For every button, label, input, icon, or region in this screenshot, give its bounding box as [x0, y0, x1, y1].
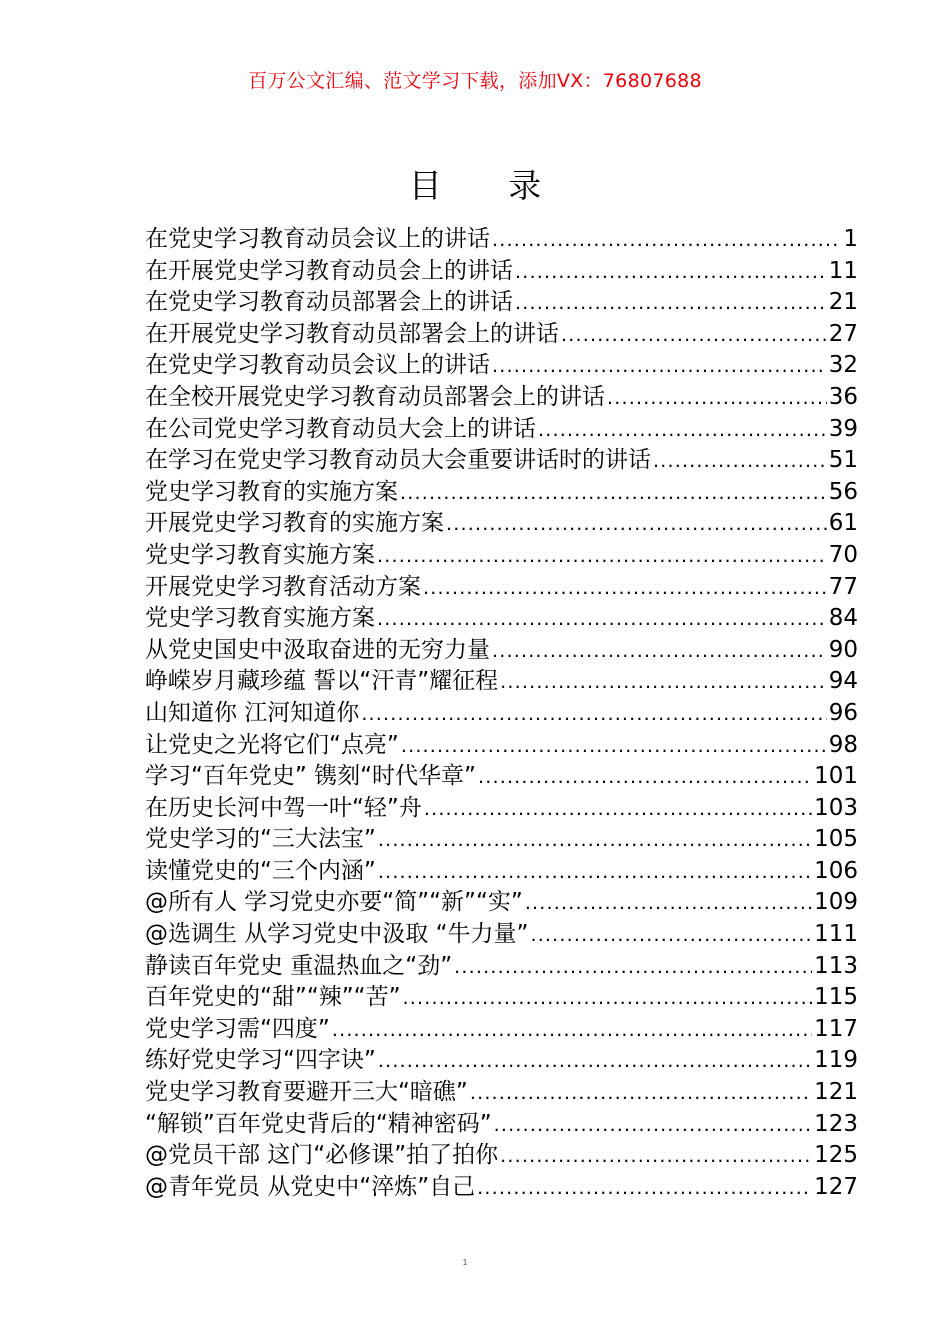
toc-entry[interactable]: [145, 477, 858, 509]
toc-dot-leader: [361, 699, 826, 730]
toc-dot-leader: [492, 636, 827, 667]
toc-dot-leader: [424, 794, 812, 825]
toc-entry-page-number: 32: [828, 352, 858, 379]
toc-title: 目 录: [408, 166, 570, 205]
toc-entry-page-number: 123: [814, 1110, 858, 1137]
toc-entry-title: 练好党史学习“四字诀”: [145, 1047, 376, 1074]
toc-entry-title: 在党史学习教育动员部署会上的讲话: [145, 289, 513, 316]
toc-entry[interactable]: [145, 572, 858, 604]
table-of-contents: [145, 224, 858, 1203]
toc-entry-title: 百年党史的“甜”“辣”“苦”: [145, 984, 401, 1011]
toc-entry[interactable]: [145, 256, 858, 288]
toc-entry-page-number: 77: [828, 573, 858, 600]
toc-dot-leader: [401, 731, 827, 762]
toc-dot-leader: [653, 446, 827, 477]
toc-entry[interactable]: [145, 666, 858, 698]
toc-entry-page-number: 105: [814, 826, 858, 853]
toc-dot-leader: [478, 762, 812, 793]
toc-dot-leader: [470, 1078, 812, 1109]
toc-entry[interactable]: [145, 540, 858, 572]
toc-entry-title: “解锁”百年党史背后的“精神密码”: [145, 1110, 492, 1137]
toc-entry[interactable]: [145, 730, 858, 762]
toc-entry-title: 峥嵘岁月藏珍蕴 誓以“汗青”耀征程: [145, 668, 499, 695]
toc-entry-title: 让党史之光将它们“点亮”: [145, 731, 399, 758]
toc-entry-title: 在公司党史学习教育动员大会上的讲话: [145, 415, 536, 442]
toc-entry[interactable]: [145, 856, 858, 888]
toc-dot-leader: [403, 983, 813, 1014]
toc-entry-title: 在历史长河中驾一叶“轻”舟: [145, 794, 422, 821]
toc-entry[interactable]: [145, 698, 858, 730]
toc-entry-page-number: 39: [828, 415, 858, 442]
toc-dot-leader: [500, 667, 827, 698]
toc-entry-page-number: 98: [828, 731, 858, 758]
toc-entry-page-number: 125: [814, 1142, 858, 1169]
page-number: 1: [462, 1258, 468, 1267]
toc-entry-title: 读懂党史的“三个内涵”: [145, 857, 376, 884]
toc-dot-leader: [378, 825, 812, 856]
toc-entry[interactable]: [145, 1172, 858, 1204]
toc-entry-page-number: 111: [814, 921, 858, 948]
toc-entry[interactable]: [145, 1109, 858, 1141]
toc-dot-leader: [377, 541, 827, 572]
toc-entry-title: 党史学习教育的实施方案: [145, 478, 398, 505]
toc-dot-leader: [500, 1141, 812, 1172]
toc-entry-title: 在开展党史学习教育动员会上的讲话: [145, 257, 513, 284]
toc-dot-leader: [377, 604, 827, 635]
toc-entry[interactable]: [145, 319, 858, 351]
toc-entry[interactable]: [145, 1014, 858, 1046]
toc-entry-title: 在开展党史学习教育动员部署会上的讲话: [145, 320, 559, 347]
toc-entry[interactable]: [145, 603, 858, 635]
toc-dot-leader: [477, 1173, 812, 1204]
toc-entry-page-number: 113: [814, 952, 858, 979]
toc-entry-title: @党员干部 这门“必修课”拍了拍你: [145, 1142, 499, 1169]
toc-entry-page-number: 61: [828, 510, 858, 537]
toc-dot-leader: [530, 920, 812, 951]
toc-entry-title: 静读百年党史 重温热血之“劲”: [145, 952, 453, 979]
toc-entry[interactable]: [145, 224, 858, 256]
toc-entry-title: 从党史国史中汲取奋进的无穷力量: [145, 636, 490, 663]
toc-dot-leader: [607, 383, 827, 414]
toc-entry-title: 党史学习的“三大法宝”: [145, 826, 376, 853]
toc-entry[interactable]: [145, 793, 858, 825]
toc-entry-page-number: 117: [814, 1015, 858, 1042]
toc-entry[interactable]: [145, 414, 858, 446]
toc-entry[interactable]: [145, 1045, 858, 1077]
toc-dot-leader: [561, 320, 827, 351]
toc-entry-page-number: 56: [828, 478, 858, 505]
toc-entry[interactable]: [145, 982, 858, 1014]
toc-entry[interactable]: [145, 350, 858, 382]
toc-entry-title: 在全校开展党史学习教育动员部署会上的讲话: [145, 383, 605, 410]
toc-entry-page-number: 90: [828, 636, 858, 663]
toc-entry-title: 党史学习教育实施方案: [145, 541, 375, 568]
toc-entry-title: @选调生 从学习党史中汲取 “牛力量”: [145, 921, 529, 948]
toc-dot-leader: [454, 952, 812, 983]
toc-dot-leader: [492, 351, 827, 382]
toc-entry-title: 党史学习需“四度”: [145, 1015, 330, 1042]
toc-entry-page-number: 96: [828, 699, 858, 726]
toc-entry-page-number: 109: [814, 889, 858, 916]
toc-entry-title: @所有人 学习党史亦要“简”“新”“实”: [145, 889, 523, 916]
toc-entry[interactable]: [145, 508, 858, 540]
toc-entry[interactable]: [145, 382, 858, 414]
toc-entry-page-number: 11: [828, 257, 858, 284]
toc-entry-page-number: 21: [828, 289, 858, 316]
toc-dot-leader: [515, 288, 827, 319]
toc-entry-page-number: 101: [814, 763, 858, 790]
toc-dot-leader: [525, 888, 812, 919]
toc-entry-page-number: 27: [828, 320, 858, 347]
toc-entry-page-number: 103: [814, 794, 858, 821]
toc-dot-leader: [378, 1046, 812, 1077]
toc-entry[interactable]: [145, 445, 858, 477]
toc-entry[interactable]: [145, 1077, 858, 1109]
toc-entry[interactable]: [145, 1140, 858, 1172]
toc-dot-leader: [400, 478, 827, 509]
toc-entry-page-number: 121: [814, 1079, 858, 1106]
toc-entry-page-number: 119: [814, 1047, 858, 1074]
toc-entry-title: 在学习在党史学习教育动员大会重要讲话时的讲话: [145, 447, 651, 474]
toc-dot-leader: [538, 415, 827, 446]
toc-entry[interactable]: [145, 824, 858, 856]
toc-entry-title: 山知道你 江河知道你: [145, 699, 360, 726]
toc-entry[interactable]: [145, 951, 858, 983]
toc-entry[interactable]: [145, 635, 858, 667]
toc-dot-leader: [515, 257, 827, 288]
toc-dot-leader: [378, 857, 812, 888]
toc-entry-title: @青年党员 从党史中“淬炼”自己: [145, 1173, 476, 1200]
toc-entry-page-number: 127: [814, 1173, 858, 1200]
toc-entry-title: 在党史学习教育动员会议上的讲话: [145, 352, 490, 379]
toc-entry-page-number: 84: [828, 605, 858, 632]
toc-entry-page-number: 94: [828, 668, 858, 695]
toc-entry-title: 在党史学习教育动员会议上的讲话: [145, 226, 490, 252]
toc-dot-leader: [492, 225, 841, 256]
toc-entry[interactable]: [145, 919, 858, 951]
header-watermark-note: 百万公文汇编、范文学习下载，添加VX：76807688: [248, 70, 702, 92]
toc-dot-leader: [423, 573, 827, 604]
toc-dot-leader: [332, 1015, 812, 1046]
toc-entry-page-number: 1: [843, 226, 858, 252]
toc-entry-page-number: 36: [828, 383, 858, 410]
toc-entry[interactable]: [145, 287, 858, 319]
toc-entry-page-number: 51: [828, 447, 858, 474]
toc-entry[interactable]: [145, 761, 858, 793]
toc-dot-leader: [446, 509, 827, 540]
toc-entry-title: 党史学习教育实施方案: [145, 605, 375, 632]
toc-dot-leader: [494, 1110, 812, 1141]
toc-entry-title: 党史学习教育要避开三大“暗礁”: [145, 1079, 468, 1106]
toc-entry-title: 开展党史学习教育的实施方案: [145, 510, 444, 537]
toc-entry-title: 学习“百年党史” 镌刻“时代华章”: [145, 763, 476, 790]
toc-entry-page-number: 70: [828, 541, 858, 568]
toc-entry-page-number: 115: [814, 984, 858, 1011]
toc-entry-title: 开展党史学习教育活动方案: [145, 573, 421, 600]
toc-entry[interactable]: [145, 887, 858, 919]
toc-entry-page-number: 106: [814, 857, 858, 884]
